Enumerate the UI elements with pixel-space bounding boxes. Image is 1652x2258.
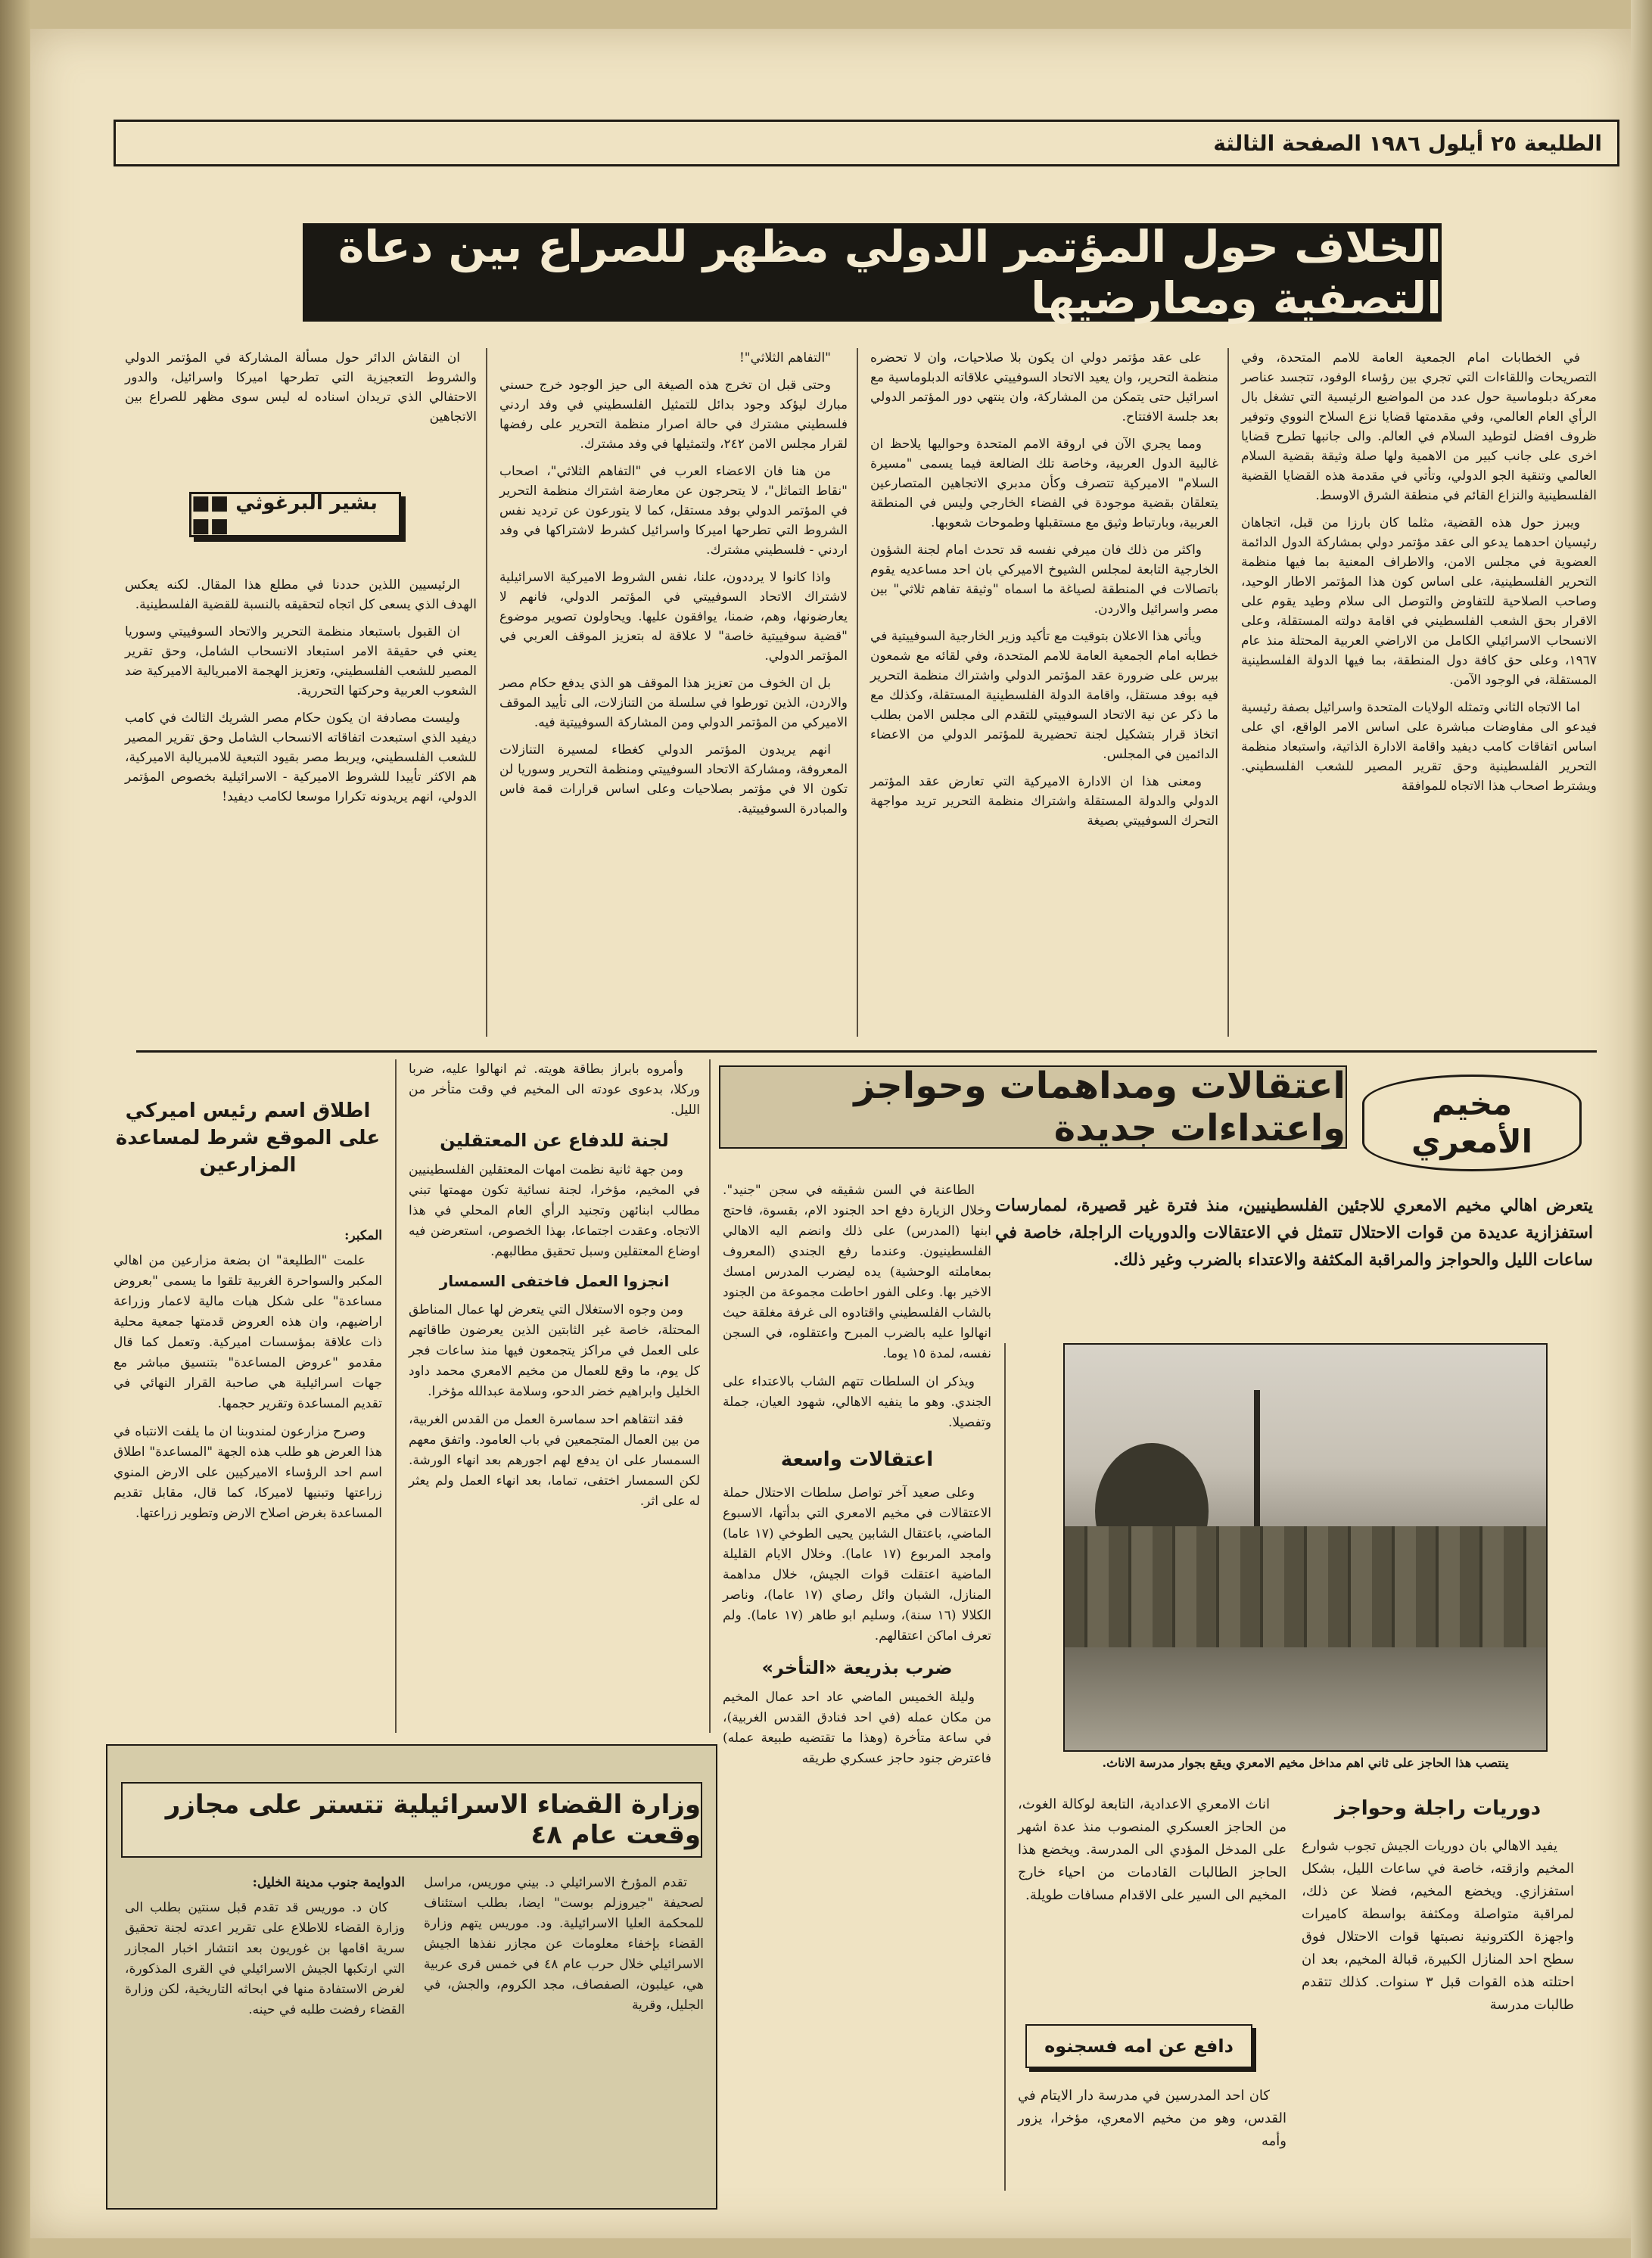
- paragraph: ومعنى هذا ان الادارة الاميركية التي تعارض عقد المؤتمر الدولي والدولة المستقلة واشتراك منظمة التحرير تريد مواجهة التحرك السوفييتي بصيغة: [870, 774, 1218, 829]
- main-headline: الخلاف حول المؤتمر الدولي مظهر للصراع بين دعاة التصفية ومعارضيها: [303, 223, 1442, 322]
- bottom-col-2: [424, 1873, 704, 2198]
- dateline: الدوايمة جنوب مدينة الخليل:: [252, 1875, 405, 1890]
- column-rule: [395, 1059, 397, 1733]
- camp-col-4: [409, 1059, 700, 1733]
- column-rule: [857, 348, 858, 1037]
- side-headline: اطلاق اسم رئيس اميركي على الموقع شرط لمساعدة المزارعين: [115, 1099, 381, 1177]
- camp-label-box: [1362, 1075, 1582, 1171]
- paragraph: ومن وجوه الاستغلال التي يتعرض لها عمال المناطق المحتلة، خاصة غير الثابتين الذين يعرضون طاقاتهم على العمل في مراكز يتجمعون فيها منذ ساعات فجر كل يوم، ما وقع للعمال من مخيم الامعري محمد داود الخليل وابراهيم خضر الدحو، وسلامة عبدالله مؤخرا.: [409, 1302, 700, 1399]
- camp-label: مخيم الأمعري: [1411, 1085, 1532, 1160]
- paragraph: واذا كانوا لا يرددون، علنا، نفس الشروط الاميركية الاسرائيلية لاشتراك الاتحاد السوفييتي في المؤتمر الدولي، فانهم لا يعارضونها، وهم، ضمنا، يوافقون عليها. ويحاولون تصوير موضوع "قضية سوفييتية خاصة" لا علاقة له بتعزيز الموقف العربي في المؤتمر الدولي.: [499, 570, 848, 664]
- main-article-col-2: [870, 348, 1218, 1044]
- subheading: انجزوا العمل فاختفى السمسار: [439, 1272, 670, 1290]
- column-rule: [1227, 348, 1229, 1037]
- paragraph: وأمروه بابراز بطاقة هويته. ثم انهالوا عليه، ضربا وركلا، بدعوى عودته الى المخيم في وقت متأخر من الليل.: [409, 1062, 700, 1118]
- paragraph: وليست مصادفة ان يكون حكام مصر الشريك الثالث في كامب ديفيد الذي استبعدت اتفاقاته الانسحاب الشامل وحق تقرير المصير للشعب الفلسطيني، ويربط مصر بقيود التبعية للامبريالية الاميركية، هم الاكثر تأييدا للشروط الاميركية - الاسرائيلية بخصوص المؤتمر الدولي، انهم يريدونه تكرارا موسعا لكامب ديفيد!: [125, 711, 477, 804]
- book-spine: [0, 0, 30, 2258]
- side-article-body: [114, 1226, 382, 1733]
- paragraph: ويأتي هذا الاعلان بتوقيت مع تأكيد وزير الخارجية السوفييتية في خطابه امام الجمعية العامة للامم المتحدة، وفي لقائه مع شمعون بيرس على ضرورة عقد المؤتمر الدولي واشتراك منظمة التحرير فيه بوفد مستقل، واقامة الدولة الفلسطينية المستقلة، وكذلك مع ما ذكر عن نية الاتحاد السوفييتي للتقدم الى مجلس الامن بطلب اتخاذ قرار بتشكيل لجنة تحضيرية للمؤتمر الدولي من الاعضاء الدائمين في المجلس.: [870, 629, 1218, 762]
- paragraph: تقدم المؤرخ الاسرائيلي د. بيني موريس، مراسل لصحيفة "جيروزلم بوست" ايضا، بطلب استئناف للمحكمة العليا الاسرائيلية. ود. موريس يتهم وزارة القضاء بإخفاء معلومات عن مجازر نفذها الجيش الاسرائيلي خلال حرب عام ٤٨ في خمس قرى عربية هي، عيلبون، الصفصاف، مجد الكروم، والجش، في الجليل، وقرية: [424, 1875, 704, 2013]
- paragraph: ويبرز حول هذه القضية، مثلما كان بارزا من قبل، اتجاهان رئيسيان احدهما يدعو الى عقد مؤتمر دولي بمشاركة الدول الدائمة العضوية في مجلس الامن، والاطراف المعنية بما فيها منظمة التحرير الفلسطينية، على اساس كون هذا المؤتمر الاطار الوحيد، وصاحب الصلاحية للتفاوض والتوصل الى سلام وطيد يقوم على الاقرار بحق الشعب الفلسطيني في اقامة دولته المستقلة، وعلى الانسحاب الاسرائيلي الكامل من الاراضي العربية المحتلة منذ عام ١٩٦٧، وعلى حق كافة دول المنطقة، بما فيها الدولة الفلسطينية المستقلة، في الوجود الآمن.: [1241, 515, 1597, 688]
- paragraph: ان النقاش الدائر حول مسألة المشاركة في المؤتمر الدولي والشروط التعجيزية التي تطرحها اميركا واسرائيل، والدور الاحتفالي الذي تريدان اسناده له ليس سوى مظهر للصراع بين الاتجاهين: [125, 350, 477, 425]
- header-text: الطليعة ٢٥ أيلول ١٩٨٦ الصفحة الثالثة: [1213, 130, 1602, 156]
- column-rule: [1004, 1343, 1006, 2191]
- paragraph: اناث الامعري الاعدادية، التابعة لوكالة الغوث، من الحاجز العسكري المنصوب منذ عدة اشهر على المدخل المؤدي الى المدرسة. ويخضع هذا الحاجز الطالبات القادمات من احياء خارج المخيم الى السير على الاقدام مسافات طويلة.: [1018, 1796, 1286, 1903]
- paragraph: الرئيسيين اللذين حددنا في مطلع هذا المقال. لكنه يعكس الهدف الذي يسعى كل اتجاه لتحقيقه بالنسبة للقضية الفلسطينية.: [125, 577, 477, 612]
- page-header: [114, 120, 1619, 166]
- paragraph: ويذكر ان السلطات تتهم الشاب بالاعتداء على الجندي. وهو ما ينفيه الاهالي، شهود العيان، جملة وتفصيلا.: [723, 1374, 991, 1430]
- paragraph: كان احد المدرسين في مدرسة دار الايتام في القدس، وهو من مخيم الامعري، مؤخرا، يزور وأمه: [1018, 2088, 1286, 2149]
- camp-col-2: [1018, 1793, 1286, 2020]
- photo-ground: [1065, 1647, 1548, 1752]
- column-rule: [486, 348, 487, 1037]
- section-divider: [136, 1050, 1597, 1053]
- paragraph: من هنا فان الاعضاء العرب في "التفاهم الثلاثي"، اصحاب "نقاط التماثل"، لا يتحرجون عن معارضة اشتراك منظمة التحرير في المؤتمر الدولي بوفد مستقل، كما لا يتورعون عن ترديد نفس الشروط التي تطرحها اميركا واسرائيل كشرط لاشتراكها في وفد اردني - فلسطيني مشترك.: [499, 464, 848, 558]
- camp-col-3: [723, 1180, 991, 2187]
- main-article-col-3: [499, 348, 848, 1044]
- boxed-subheading: [1025, 2024, 1252, 2068]
- paragraph: الطاعنة في السن شقيقه في سجن "جنيد". وخلال الزيارة دفع احد الجنود الام، بقسوة، فاحتج ابنها (المدرس) على ذلك وانضم اليه الاهالي الفلسطينيون. وعندما رفع الجندي (المعروف بمعاملته الوحشية) يده ليضرب المدرس امسك الاخير بها. وعلى الفور احاطت مجموعة من الجنود بالشاب الفلسطيني واقتادوه الى غرفة مغلقة حيث انهالوا عليه بالضرب المبرح واعتقلوه، في السجن نفسه، لمدة ١٥ يوما.: [723, 1183, 991, 1361]
- paragraph: "التفاهم الثلاثي"!: [739, 350, 831, 365]
- paragraph: يفيد الاهالي بان دوريات الجيش تجوب شوارع المخيم وازقته، خاصة في ساعات الليل، بشكل استفزازي. ويخضع المخيم، فضلا عن ذلك، لمراقبة متواصلة ومكثفة بواسطة كاميرات واجهزة الكترونية نصبتها قوات الاحتلال فوق سطح احد المنازل الكبيرة، قبالة المخيم، بعد ان احتلته هذه القوات قبل ٣ سنوات. كذلك تتقدم طالبات مدرسة: [1302, 1838, 1574, 2013]
- paragraph: فقد انتقاهم احد سماسرة العمل من القدس الغربية، من بين العمال المتجمعين في باب العامود. واتفق معهم السمسار على ان يدفع لهم اجورهم بعد انهاء الورشة. لكن السمسار اختفى، تماما، بعد انهاء العمل ولم يعثر له على اثر.: [409, 1412, 700, 1509]
- paragraph: وليلة الخميس الماضي عاد احد عمال المخيم من مكان عمله (في احد فنادق القدس الغربية)، في ساعة متأخرة (وهذا ما تقتضيه طبيعة عمله) فاعترض جنود حاجز عسكري طريقه: [723, 1690, 991, 1766]
- camp-col-2b: [1018, 2085, 1286, 2198]
- camp-headline: اعتقالات ومداهمات وحواجز واعتداءات جديدة: [719, 1065, 1347, 1149]
- camp-col-1: [1302, 1835, 1574, 2191]
- column-rule: [709, 1059, 711, 1733]
- main-article-col-4-bottom: [125, 575, 477, 1044]
- paragraph: علمت "الطليعة" ان بضعة مزارعين من اهالي المكبر والسواحرة الغربية تلقوا ما يسمى "بعروض مساعدة" على شكل هبات مالية لاعمار وزراعة اراضيهم، وان هذه العروض قدمتها جمعية محلية ذات علاقة بمؤسسات اميركية. وتعمل كما قال مقدمو "عروض المساعدة" بتنسيق مباشر مع جهات اسرائيلية هي صاحبة القرار النهائي في تقديم المساعدة وتقرير حجمها.: [114, 1253, 382, 1411]
- checkpoint-photo: [1063, 1343, 1548, 1752]
- paragraph: ومن جهة ثانية نظمت امهات المعتقلين الفلسطينيين في المخيم، مؤخرا، لجنة نسائية تكون مهمتها تبني مطالب ابنائهن وتجنيد الرأي العام المحلي في هذا الاتجاه. وعقدت اجتماعا، بهذا الخصوص، استعرضن فيه اوضاع المعتقلين وسبل تحقيق مطالبهم.: [409, 1162, 700, 1259]
- boxed-subheading-text: دافع عن امه فسجنوه: [1044, 2036, 1234, 2057]
- main-article-col-1: [1241, 348, 1597, 1044]
- paragraph: بل ان الخوف من تعزيز هذا الموقف هو الذي يدفع حكام مصر والاردن، الذين تورطوا في سلسلة من التنازلات، الى تأييد الموقف الاميركي من المؤتمر الدولي ومن المشاركة السوفييتية فيه.: [499, 676, 848, 730]
- paragraph: في الخطابات امام الجمعية العامة للامم المتحدة، وفي التصريحات واللقاءات التي تجري بين رؤساء الوفود، تتجسد عناصر معركة دبلوماسية حول عدد من المواضيع الرئيسية التي تشغل بال الرأي العام العالمي، وفي مقدمتها قضايا نزع السلاح النووي وتوفير ظروف افضل لتوطيد السلام في العالم. والى جانبها تطرح قضايا اخرى على جانب كبير من الاهمية ولها صلة وثيقة بقضية السلام العالمي وتنقية الجو الدولي، وتأتي في مقدمة هذه القضايا القضية الفلسطينية والنزاع القائم في منطقة الشرق الاوسط.: [1241, 350, 1597, 503]
- subheading: ضرب بذريعة «التأخر»: [761, 1657, 953, 1678]
- photo-caption: ينتصب هذا الحاجز على ثاني اهم مداخل مخيم الامعري ويقع بجوار مدرسة الاناث.: [1102, 1756, 1509, 1770]
- page-edge: [1631, 0, 1652, 2258]
- dateline: المكبر:: [344, 1228, 382, 1243]
- paragraph: ان القبول باستبعاد منظمة التحرير والاتحاد السوفييتي وسوريا يعني في حقيقة الامر استبعاد الانسحاب الشامل، وحق تقرير المصير للشعب الفلسطيني، وتعزيز الهجمة الامبريالية الاميركية ضد الشعوب العربية وحركتها التحررية.: [125, 624, 477, 698]
- photo-barrier: [1065, 1526, 1548, 1647]
- subheading: اعتقالات واسعة: [780, 1448, 934, 1471]
- paragraph: وحتى قبل ان تخرج هذه الصيغة الى حيز الوجود خرج حسني مبارك ليؤكد وجود بدائل للتمثيل الفلسطيني في وفد اردني فلسطيني مشترك في حالة اصرار منظمة التحرير على رفضها لقرار مجلس الامن ٢٤٢، ولتمثيلها في وفد مشترك.: [499, 378, 848, 452]
- main-article-col-4-top: [125, 348, 477, 477]
- paragraph: وعلى صعيد آخر تواصل سلطات الاحتلال حملة الاعتقالات في مخيم الامعري التي بدأتها، الاسبوع الماضي، باعتقال الشابين يحيى الطوخي (١٧ عاما) وامجد المربوع (١٧ عاما). وخلال الايام القليلة الماضية اعتقلت قوات الجيش، خلال مداهمة المنازل، الشبان وائل رصاي (١٧ عاما)، وناصر الكلالا (١٦ سنة)، وسليم ابو طاهر (١٧ عاما). ولم تعرف اماكن اعتقالهم.: [723, 1485, 992, 1644]
- paragraph: على عقد مؤتمر دولي ان يكون بلا صلاحيات، وان لا تحضره منظمة التحرير، وان يعيد الاتحاد السوفييتي علاقاته الدبلوماسية مع اسرائيل حتى يتمكن من المشاركة، وان ينتهي دور المؤتمر الدولي بعد جلسة الافتتاح.: [870, 350, 1218, 425]
- paragraph: واكثر من ذلك فان ميرفي نفسه قد تحدث امام لجنة الشؤون الخارجية التابعة لمجلس الشيوخ الاميركي بان احد مساعديه يقوم باتصالات في المنطقة لصياغة ما اسماه "وثيقة تفاهم ثلاثي" بين مصر واسرائيل والاردن.: [870, 543, 1218, 617]
- author-name: ■■ بشير البرغوثي ■■: [191, 492, 378, 537]
- subheading: لجنة للدفاع عن المعتقلين: [440, 1130, 669, 1151]
- paragraph: وصرح مزارعون لمندوبنا ان ما يلفت الانتباه في هذا العرض هو طلب هذه الجهة "المساعدة" اطلاق اسم احد الرؤساء الاميركيين على الارض المنوي زراعتها وتبنيها لاميركا، كما قال، مقابل تقديم المساعدة بغرض اصلاح الارض وتطوير زراعتها.: [114, 1424, 382, 1521]
- bottom-headline: وزارة القضاء الاسرائيلية تتستر على مجازر وقعت عام ٤٨: [121, 1782, 702, 1858]
- bottom-col-1: [125, 1873, 405, 2198]
- camp-lead: يتعرض اهالي مخيم الامعري للاجئين الفلسطينيين، منذ فترة غير قصيرة، لممارسات استفزازية عديدة من قوات الاحتلال تتمثل في الاعتقالات والدوريات الراجلة، خاصة في ساعات الليل والحواجز والمراقبة المكثفة والاعتداء بالضرب وغير ذلك.: [995, 1196, 1593, 1270]
- byline: [189, 492, 401, 537]
- paragraph: كان د. موريس قد تقدم قبل سنتين بطلب الى وزارة القضاء للاطلاع على تقرير اعدته لجنة تحقيق سرية اقامها بن غوريون بعد انتشار اخبار المجازر التي ارتكبها الجيش الاسرائيلي في القرى المذكورة، لغرض الاستفادة منها في ابحاثه التاريخية، لكن وزارة القضاء رفضت طلبه في حينه.: [125, 1900, 405, 2017]
- paragraph: اما الاتجاه الثاني وتمثله الولايات المتحدة واسرائيل بصفة رئيسية فيدعو الى مفاوضات مباشرة على اساس الامر الواقع، اي على اساس اتفاقات كامب ديفيد واقامة الادارة الذاتية، واستبعاد منظمة التحرير الفلسطينية وحق تقرير المصير للشعب الفلسطيني. ويشترط اصحاب هذا الاتجاه للموافقة: [1241, 700, 1597, 794]
- subheading: دوريات راجلة وحواجز: [1334, 1797, 1542, 1820]
- paragraph: ومما يجري الآن في اروقة الامم المتحدة وحواليها يلاحظ ان غالبية الدول العربية، وخاصة تلك الضالعة فيما يسمى "مسيرة السلام" الاميركية تتصرف وكأن مدبري الاتجاهين المتصارعين يتعلقان بقضية موجودة في الفضاء الخارجي وليس في المنطقة العربية، وبارتباط وثيق مع مستقبلها وطموحات شعوبها.: [870, 437, 1218, 530]
- paragraph: انهم يريدون المؤتمر الدولي كغطاء لمسيرة التنازلات المعروفة، ومشاركة الاتحاد السوفييتي ومنظمة التحرير وسوريا لن تكون الا في مؤتمر بصلاحيات وعلى اساس قرارات قمة فاس والمبادرة السوفييتية.: [499, 742, 848, 816]
